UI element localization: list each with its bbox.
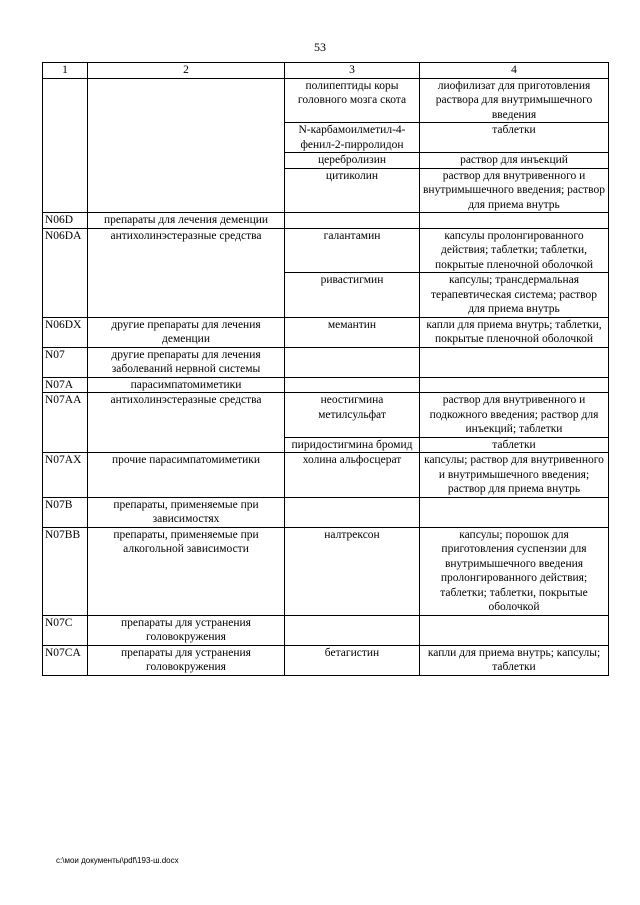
atc-code-cell: N06D <box>43 213 88 229</box>
table-row <box>43 213 609 229</box>
group-name-cell <box>88 78 285 213</box>
dosage-form-cell: капсулы; порошок для приготовления суспензии для внутримышечного введения пролонгированного действия; таблетки; таблетки, покрытые оболочкой <box>420 527 609 615</box>
dosage-form-cell: капсулы; трансдермальная терапевтическая система; раствор для приема внутрь <box>420 273 609 318</box>
dosage-form-cell: капли для приема внутрь; капсулы; таблетки <box>420 645 609 675</box>
table-row <box>43 393 609 438</box>
table-row <box>43 453 609 498</box>
column-header-2: 2 <box>88 63 285 79</box>
group-name-cell: препараты, применяемые при зависимостях <box>88 497 285 527</box>
column-header-3: 3 <box>285 63 420 79</box>
atc-code-cell: N07BB <box>43 527 88 615</box>
dosage-form-cell: капсулы; раствор для внутривенного и внутримышечного введения; раствор для приема внутрь <box>420 453 609 498</box>
substance-cell: пиридостигмина бромид <box>285 437 420 453</box>
atc-code-cell <box>43 78 88 213</box>
atc-code-cell: N07CA <box>43 645 88 675</box>
substance-cell: бетагистин <box>285 645 420 675</box>
dosage-form-cell: таблетки <box>420 123 609 153</box>
dosage-form-cell <box>420 213 609 229</box>
table-row <box>43 645 609 675</box>
group-name-cell: препараты для устранения головокружения <box>88 645 285 675</box>
substance-cell: полипептиды коры головного мозга скота <box>285 78 420 123</box>
dosage-form-cell <box>420 615 609 645</box>
dosage-form-cell: лиофилизат для приготовления раствора для внутримышечного введения <box>420 78 609 123</box>
atc-code-cell: N07C <box>43 615 88 645</box>
group-name-cell: парасимпатомиметики <box>88 377 285 393</box>
substance-cell: галантамин <box>285 228 420 273</box>
table-body <box>43 78 609 675</box>
footer-file-path: c:\мои документы\pdf\193-ш.docx <box>56 856 179 865</box>
substance-cell: налтрексон <box>285 527 420 615</box>
substance-cell: цитиколин <box>285 168 420 213</box>
atc-code-cell: N07AA <box>43 393 88 453</box>
atc-code-cell: N07B <box>43 497 88 527</box>
table-row <box>43 317 609 347</box>
group-name-cell: другие препараты для лечения деменции <box>88 317 285 347</box>
substance-cell <box>285 497 420 527</box>
dosage-form-cell: раствор для инъекций <box>420 153 609 169</box>
atc-code-cell: N07A <box>43 377 88 393</box>
atc-code-cell: N07AX <box>43 453 88 498</box>
dosage-form-cell <box>420 497 609 527</box>
dosage-form-cell: раствор для внутривенного и подкожного введения; раствор для инъекций; таблетки <box>420 393 609 438</box>
substance-cell <box>285 347 420 377</box>
page-number: 53 <box>314 40 326 54</box>
substance-cell: церебролизин <box>285 153 420 169</box>
table-row <box>43 527 609 615</box>
dosage-form-cell: таблетки <box>420 437 609 453</box>
table-row <box>43 228 609 273</box>
dosage-form-cell: раствор для внутривенного и внутримышечного введения; раствор для приема внутрь <box>420 168 609 213</box>
column-header-1: 1 <box>43 63 88 79</box>
group-name-cell: прочие парасимпатомиметики <box>88 453 285 498</box>
substance-cell: мемантин <box>285 317 420 347</box>
table-row <box>43 78 609 123</box>
substance-cell <box>285 213 420 229</box>
atc-code-cell: N06DX <box>43 317 88 347</box>
substance-cell <box>285 377 420 393</box>
dosage-form-cell <box>420 377 609 393</box>
atc-code-cell: N06DA <box>43 228 88 317</box>
dosage-form-cell: капсулы пролонгированного действия; таблетки; таблетки, покрытые пленочной оболочкой <box>420 228 609 273</box>
drug-table <box>42 62 609 676</box>
substance-cell: N-карбамоилметил-4-фенил-2-пирролидон <box>285 123 420 153</box>
dosage-form-cell <box>420 347 609 377</box>
dosage-form-cell: капли для приема внутрь; таблетки, покрытые пленочной оболочкой <box>420 317 609 347</box>
group-name-cell: препараты для устранения головокружения <box>88 615 285 645</box>
table-row <box>43 615 609 645</box>
substance-cell: ривастигмин <box>285 273 420 318</box>
substance-cell <box>285 615 420 645</box>
header-row <box>43 63 609 79</box>
table-row <box>43 377 609 393</box>
group-name-cell: другие препараты для лечения заболеваний нервной системы <box>88 347 285 377</box>
group-name-cell: антихолинэстеразные средства <box>88 393 285 453</box>
substance-cell: неостигмина метилсульфат <box>285 393 420 438</box>
substance-cell: холина альфосцерат <box>285 453 420 498</box>
table-row <box>43 497 609 527</box>
group-name-cell: антихолинэстеразные средства <box>88 228 285 317</box>
atc-code-cell: N07 <box>43 347 88 377</box>
group-name-cell: препараты для лечения деменции <box>88 213 285 229</box>
column-header-4: 4 <box>420 63 609 79</box>
table-row <box>43 347 609 377</box>
group-name-cell: препараты, применяемые при алкогольной зависимости <box>88 527 285 615</box>
